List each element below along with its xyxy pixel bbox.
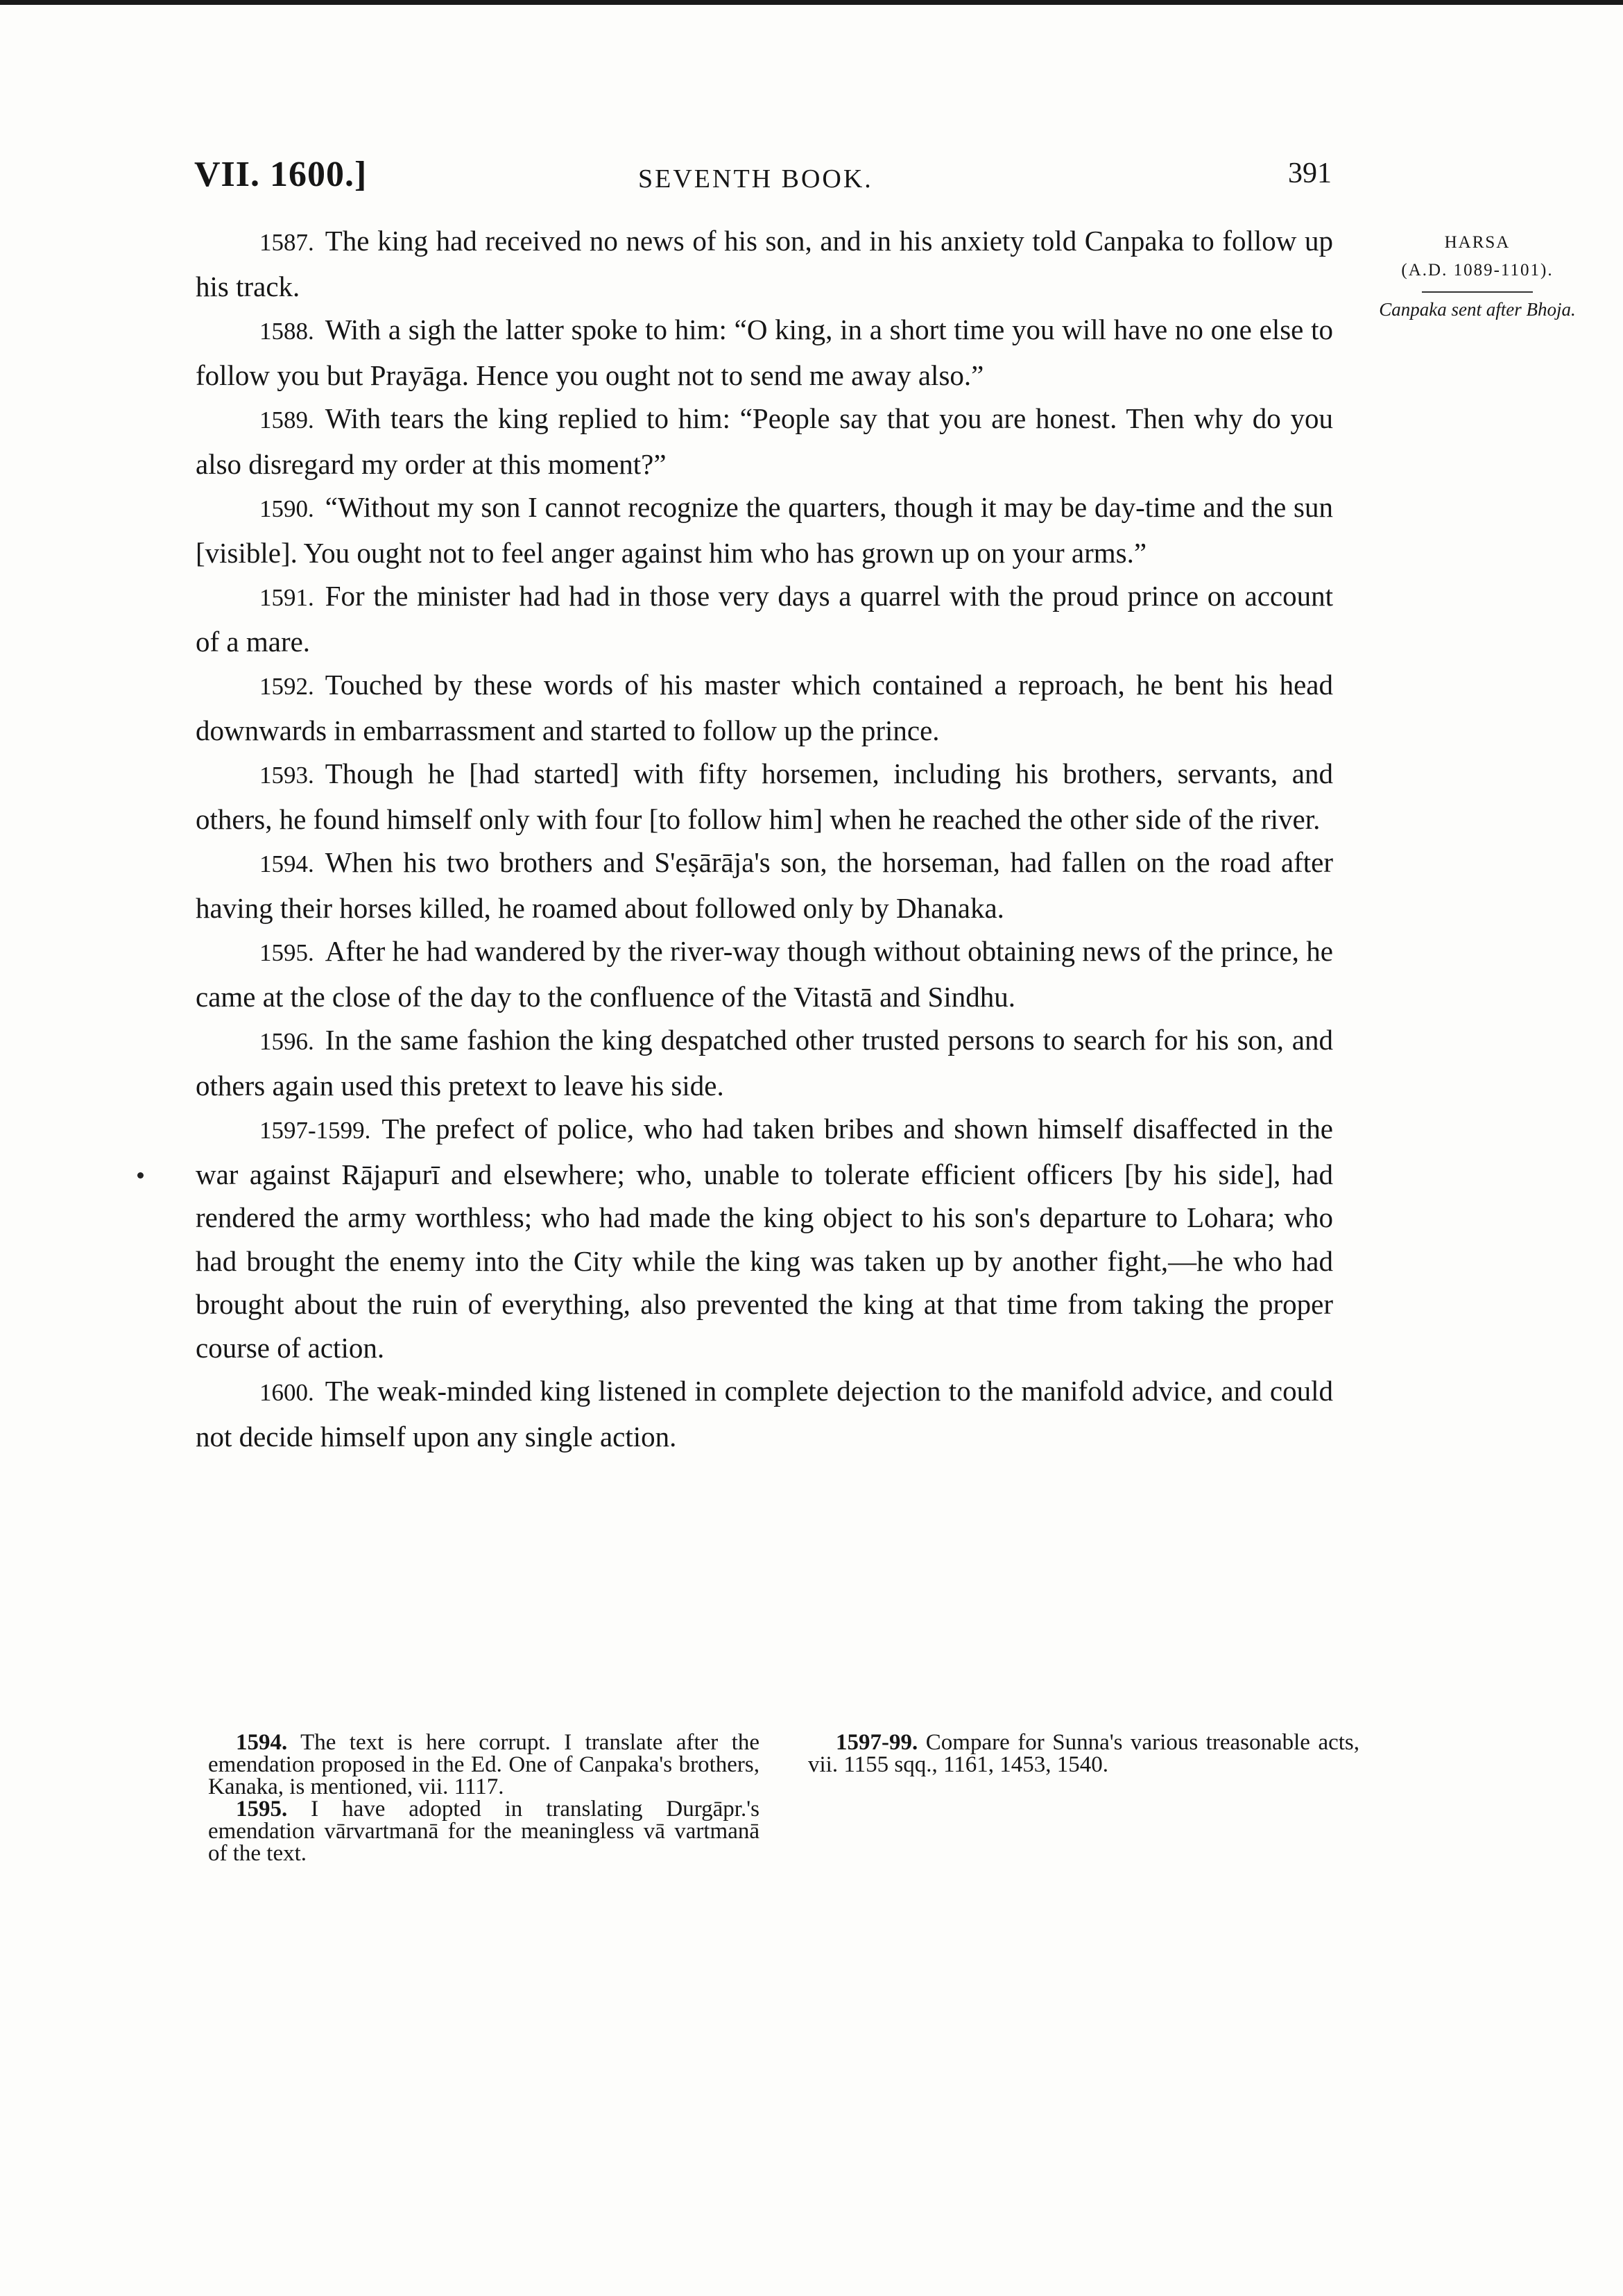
footnote bbox=[208, 1731, 759, 1798]
footnote-number: 1597-99. bbox=[836, 1730, 918, 1755]
verse-text: In the same fashion the king despatched other trusted persons to search for his son, and others again used this pretext to leave his side. bbox=[196, 1024, 1333, 1102]
footnote-text: Compare for Sunna's various treasonable acts, vii. 1155 sqq., 1161, 1453, 1540. bbox=[808, 1730, 1360, 1777]
footnote-column-right bbox=[808, 1731, 1359, 1865]
verse-paragraph bbox=[196, 929, 1333, 1018]
verse-text: With a sigh the latter spoke to him: “O king, in a short time you will have no one else to follow you but Prayāga. Hence you ought not to send me away also.” bbox=[196, 314, 1333, 391]
footnote-column-left bbox=[208, 1731, 759, 1865]
verse-text: The weak-minded king listened in complete dejection to the manifold advice, and could not decide himself upon any single action. bbox=[196, 1375, 1333, 1453]
verse-text: Touched by these words of his master which contained a reproach, he bent his head downwards in embarrassment and started to follow up the prince. bbox=[196, 669, 1333, 746]
sidenote-event: Canpaka sent after Bhoja. bbox=[1379, 299, 1576, 320]
main-text bbox=[196, 219, 1333, 1458]
verse-paragraph bbox=[196, 841, 1333, 929]
verse-paragraph bbox=[196, 397, 1333, 486]
verse-text: “Without my son I cannot recognize the quarters, though it may be day-time and the sun [visible]. You ought not to feel anger against him who has grown up on your arms.” bbox=[196, 491, 1333, 569]
footnotes bbox=[208, 1731, 1359, 1865]
verse-text: When his two brothers and S'eṣārāja's son, the horseman, had fallen on the road after having their horses killed, he roamed about followed only by Dhanaka. bbox=[196, 846, 1333, 924]
section-reference: VII. 1600.] bbox=[194, 155, 368, 194]
verse-text: For the minister had had in those very days a quarrel with the proud prince on account of a mare. bbox=[196, 580, 1333, 658]
verse-text: Though he [had started] with fifty horsemen, including his brothers, servants, and others, he found himself only with four [to follow him] when he reached the other side of the river. bbox=[196, 757, 1333, 835]
verse-paragraph bbox=[196, 1018, 1333, 1107]
verse-paragraph bbox=[196, 663, 1333, 752]
page-header bbox=[194, 154, 1332, 203]
verse-number: 1596. bbox=[259, 1028, 314, 1055]
footnote-text: I have adopted in translating Durgāpr.'s emendation vārvartmanā for the meaningless vā vartmanā of the text. bbox=[208, 1797, 760, 1866]
running-title: SEVENTH BOOK. bbox=[638, 164, 873, 194]
verse-text: After he had wandered by the river-way though without obtaining news of the prince, he came at the close of the day to the confluence of the Vitastā and Sindhu. bbox=[196, 935, 1333, 1013]
verse-number: 1589. bbox=[259, 406, 314, 434]
verse-number: 1588. bbox=[259, 318, 314, 345]
page-number: 391 bbox=[1288, 157, 1332, 189]
verse-number: 1591. bbox=[259, 584, 314, 611]
verse-number: 1594. bbox=[259, 850, 314, 877]
verse-text: The king had received no news of his son, and in his anxiety told Canpaka to follow up his track. bbox=[196, 225, 1333, 302]
verse-text: With tears the king replied to him: “People say that you are honest. Then why do you also disregard my order at this moment?” bbox=[196, 402, 1333, 480]
verse-paragraph bbox=[196, 486, 1333, 574]
footnote-text: The text is here corrupt. I translate after the emendation proposed in the Ed. One of Canpaka's brothers, Kanaka, is mentioned, vii. 1117. bbox=[208, 1730, 760, 1799]
verse-number: 1593. bbox=[259, 762, 314, 789]
sidenote-rule bbox=[1422, 291, 1533, 293]
sidenote-king-name: HARSA bbox=[1444, 233, 1511, 252]
footnote-number: 1595. bbox=[236, 1797, 288, 1822]
verse-paragraph bbox=[196, 308, 1333, 397]
footnote bbox=[208, 1798, 759, 1865]
verse-paragraph bbox=[196, 752, 1333, 841]
verse-paragraph bbox=[196, 219, 1333, 308]
verse-paragraph bbox=[196, 1107, 1333, 1369]
verse-number: 1590. bbox=[259, 495, 314, 522]
verse-text: The prefect of police, who had taken bribes and shown himself disaffected in the war against Rājapurī and elsewhere; who, unable to tolerate efficient officers [by his side], had rendered the army worthless; who had made the king object to his son's departure to Lohara; who had brought the enemy into the City while the king was taken up by another fight,—he who had brought about the ruin of everything, also prevented the king at that time from taking the proper course of action. bbox=[196, 1113, 1333, 1364]
verse-number: 1597-1599. bbox=[259, 1117, 371, 1144]
page-top-rule bbox=[0, 0, 1623, 5]
margin-mark bbox=[137, 1172, 144, 1179]
sidenote-king-dates: (A.D. 1089-1101). bbox=[1401, 261, 1554, 280]
verse-number: 1600. bbox=[259, 1379, 314, 1406]
verse-number: 1587. bbox=[259, 229, 314, 256]
footnote bbox=[808, 1731, 1359, 1776]
footnote-number: 1594. bbox=[236, 1730, 288, 1755]
verse-number: 1595. bbox=[259, 939, 314, 966]
verse-number: 1592. bbox=[259, 673, 314, 700]
verse-paragraph bbox=[196, 574, 1333, 663]
verse-paragraph bbox=[196, 1369, 1333, 1458]
sidenote-king bbox=[1373, 229, 1581, 293]
